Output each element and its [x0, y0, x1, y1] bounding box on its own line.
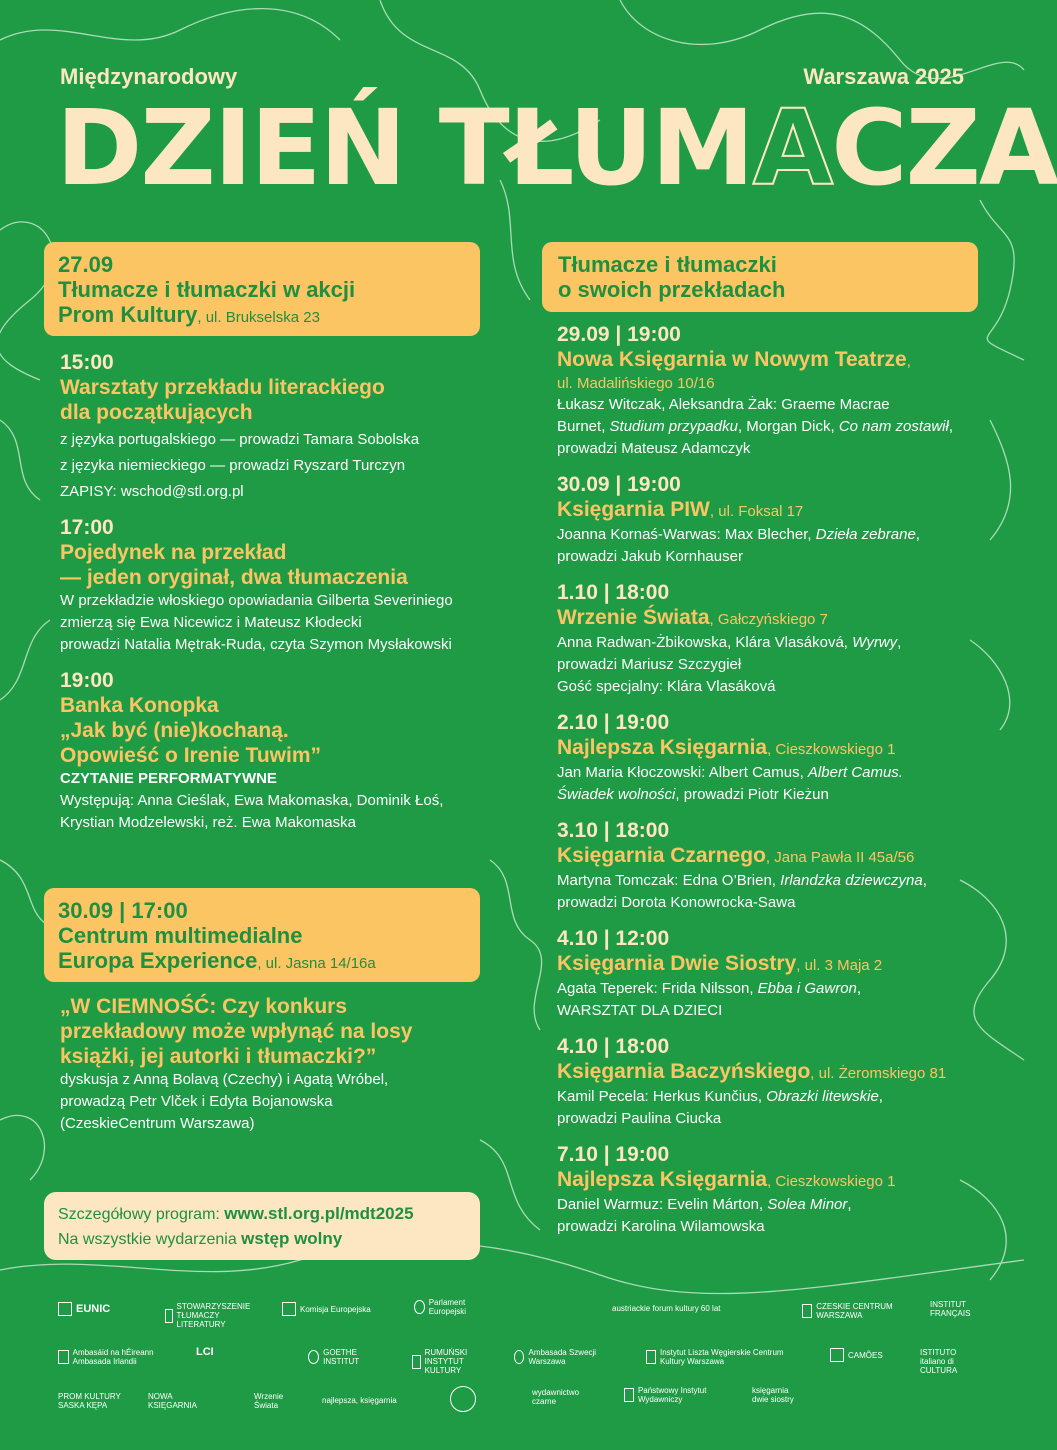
main-title [56, 87, 1057, 209]
event-text: Występują: Anna Cieślak, Ewa Makomaska, Dominik Łoś, [60, 792, 444, 809]
event-item [60, 515, 480, 656]
event-venue: Księgarnia Baczyńskiego [557, 1060, 811, 1083]
event-bold: CZYTANIE PERFORMATYWNE [60, 770, 277, 787]
right-box-header [542, 242, 978, 312]
event-venue: Najlepsza Księgarnia [557, 1168, 768, 1191]
event-address: , Gałczyńskiego 7 [709, 611, 828, 628]
title-part-2: A [752, 87, 832, 209]
logo-goethe: GOETHE INSTITUT [308, 1348, 378, 1366]
box-address: , ul. Jasna 14/16a [257, 955, 376, 972]
event-address: , ul. Żeromskiego 81 [810, 1065, 947, 1082]
box-address: , ul. Brukselska 23 [197, 309, 320, 326]
event-address: ul. Madalińskiego 10/16 [557, 375, 715, 392]
event-time: 4.10 | 18:00 [557, 1035, 670, 1058]
logo-komisja: Komisja Europejska [282, 1302, 371, 1316]
event-time: 7.10 | 19:00 [557, 1143, 670, 1166]
logo-najlepsza: najlepsza, księgarnia [322, 1396, 397, 1405]
event-text: Jan Maria Kłoczowski: Albert Camus, Albert Camus. [557, 764, 903, 781]
header-top-right: Warszawa 2025 [803, 64, 964, 89]
event-title: książki, jej autorki i tłumaczki?” [60, 1045, 377, 1068]
event-time: 15:00 [60, 351, 114, 374]
logo-lci: LCI [196, 1346, 214, 1358]
logo-piw: Państwowy Instytut Wydawniczy [624, 1386, 714, 1404]
event-text: Joanna Kornaś-Warwas: Max Blecher, Dzieła zebrane, [557, 526, 920, 543]
info-box [44, 1192, 480, 1260]
event-time: 1.10 | 18:00 [557, 581, 670, 604]
logo-dwie-siostry: księgarnia dwie siostry [752, 1386, 794, 1404]
left-box-europa-experience [44, 888, 480, 982]
logo-irlandia: Ambasáid na hÉireann Ambasada Irlandii [58, 1348, 178, 1366]
event-text: z języka portugalskiego — prowadzi Tamara Sobolska [60, 431, 420, 448]
event-item [60, 668, 480, 834]
info-free-entry: wstęp wolny [241, 1229, 343, 1248]
box-line1: Centrum multimedialne [58, 923, 303, 948]
box-line2: o swoich przekładach [558, 277, 786, 302]
logo-szwecja: Ambasada Szwecji Warszawa [514, 1348, 604, 1366]
event-text: prowadzi Jakub Kornhauser [557, 548, 743, 565]
event-title: „W CIEMNOŚĆ: Czy konkurs [60, 995, 348, 1018]
event-text: Martyna Tomczak: Edna O’Brien, Irlandzka dziewczyna, [557, 872, 927, 889]
event-address: , ul. 3 Maja 2 [796, 957, 883, 974]
logo-liszt: Instytut Liszta Węgierskie Centrum Kultury Warszawa [646, 1348, 786, 1366]
event-address: , Jana Pawła II 45a/56 [765, 849, 915, 866]
event-item [557, 710, 987, 806]
logo-prom: PROM KULTURY SASKA KĘPA [58, 1392, 121, 1410]
info-program-link[interactable]: www.stl.org.pl/mdt2025 [224, 1204, 414, 1223]
event-text: zmierzą się Ewa Nicewicz i Mateusz Kłodecki [60, 614, 362, 631]
event-text: prowadzą Petr Vlček i Edyta Bojanowska [60, 1093, 333, 1110]
logo-parlament: Parlament Europejski [414, 1298, 484, 1316]
logo-nowa-ksiegarnia: NOWA KSIĘGARNIA [148, 1392, 197, 1410]
event-text: Kamil Pecela: Herkus Kunčius, Obrazki litewskie, [557, 1088, 883, 1105]
header-top-left: Międzynarodowy [60, 64, 238, 89]
event-title: Warsztaty przekładu literackiego [60, 376, 385, 399]
event-text: Agata Teperek: Frida Nilsson, Ebba i Gawron, [557, 980, 862, 997]
title-part-3: CZA [831, 87, 1057, 209]
event-text: prowadzi Natalia Mętrak-Ruda, czyta Szymon Mysłakowski [60, 636, 452, 653]
event-item [557, 818, 987, 914]
info-program-label: Szczegółowy program: [58, 1206, 225, 1223]
logo-czeskie: CZESKIE CENTRUM WARSZAWA [802, 1302, 902, 1320]
logo-eunic: EUNIC [58, 1302, 110, 1316]
event-venue: Najlepsza Księgarnia [557, 736, 768, 759]
event-text: (CzeskieCentrum Warszawa) [60, 1115, 255, 1132]
event-text: Krystian Modzelewski, reż. Ewa Makomaska [60, 814, 356, 831]
event-text: Gość specjalny: Klára Vlasáková [557, 678, 776, 695]
event-text: prowadzi Mateusz Adamczyk [557, 440, 751, 457]
logo-stl: STOWARZYSZENIE TŁUMACZY LITERATURY [165, 1302, 255, 1329]
event-item [557, 1142, 987, 1238]
event-address: , [906, 353, 911, 370]
event-title: przekładowy może wpłynąć na losy [60, 1020, 413, 1043]
event-address: , Cieszkowskiego 1 [767, 1173, 896, 1190]
box-line1: Tłumacze i tłumaczki w akcji [58, 277, 356, 302]
event-text: prowadzi Dorota Konowrocka-Sawa [557, 894, 796, 911]
title-part-1: DZIEŃ TŁUM [56, 87, 753, 209]
event-title: Banka Konopka [60, 694, 219, 717]
event-address: , ul. Foksal 17 [709, 503, 804, 520]
left-events [60, 350, 480, 846]
logo-acf: austriackie forum kultury 60 lat [612, 1304, 721, 1313]
event-time: 3.10 | 18:00 [557, 819, 670, 842]
event-item [557, 472, 987, 568]
event-time: 29.09 | 19:00 [557, 323, 681, 346]
event-item [557, 926, 987, 1022]
logo-wrzenie: Wrzenie Świata [254, 1392, 284, 1410]
event-time: 17:00 [60, 516, 114, 539]
event-item [60, 350, 480, 503]
event-text: Świadek wolności, prowadzi Piotr Kieżun [557, 786, 829, 803]
right-events [557, 322, 987, 1250]
event-time: 30.09 | 19:00 [557, 473, 681, 496]
event-text: z języka niemieckiego — prowadzi Ryszard Turczyn [60, 457, 406, 474]
left-box-prom-kultury [44, 242, 480, 336]
event-text: Anna Radwan-Żbikowska, Klára Vlasáková, Wyrwy, [557, 634, 902, 651]
event-time: 2.10 | 19:00 [557, 711, 670, 734]
event-title: Pojedynek na przekład [60, 541, 287, 564]
event-title: „Jak być (nie)kochaną. [60, 719, 289, 742]
box-line2: Europa Experience [58, 948, 258, 973]
face-icon [450, 1386, 476, 1412]
event-venue: Księgarnia PIW [557, 498, 710, 521]
event-text: W przekładzie włoskiego opowiadania Gilberta Severiniego [60, 592, 453, 609]
event-text: WARSZTAT DLA DZIECI [557, 1002, 723, 1019]
logo-camoes: CAMÕES [830, 1348, 883, 1362]
event-time: 4.10 | 12:00 [557, 927, 670, 950]
event-text: Łukasz Witczak, Aleksandra Żak: Graeme Macrae [557, 396, 890, 413]
event-text: dyskusja z Anną Bolavą (Czechy) i Agatą Wróbel, [60, 1071, 389, 1088]
event-title: — jeden oryginał, dwa tłumaczenia [60, 566, 408, 589]
event-venue: Księgarnia Czarnego [557, 844, 766, 867]
event-text: ZAPISY: wschod@stl.org.pl [60, 483, 244, 500]
event-text: prowadzi Mariusz Szczygieł [557, 656, 742, 673]
box-line1: Tłumacze i tłumaczki [558, 252, 777, 277]
event-item [557, 1034, 987, 1130]
event-item [557, 580, 987, 698]
event-text: prowadzi Paulina Ciucka [557, 1110, 722, 1127]
left-event-4 [60, 994, 480, 1135]
info-free-label: Na wszystkie wydarzenia [58, 1231, 242, 1248]
event-venue: Nowa Księgarnia w Nowym Teatrze [557, 348, 907, 371]
event-venue: Księgarnia Dwie Siostry [557, 952, 797, 975]
logo-if: INSTITUT FRANÇAIS [930, 1300, 971, 1318]
event-time: 19:00 [60, 669, 114, 692]
event-address: , Cieszkowskiego 1 [767, 741, 896, 758]
event-venue: Wrzenie Świata [557, 606, 710, 629]
event-text: prowadzi Karolina Wilamowska [557, 1218, 765, 1235]
logo-czarne: wydawnictwo czarne [532, 1388, 580, 1406]
event-text: Daniel Warmuz: Evelin Márton, Solea Minor, [557, 1196, 852, 1213]
box-date: 27.09 [58, 252, 114, 277]
logo-rumunski: RUMUŃSKI INSTYTUT KULTURY [412, 1348, 492, 1375]
event-item [557, 322, 987, 460]
event-title: Opowieść o Irenie Tuwim” [60, 744, 321, 767]
event-title: dla początkujących [60, 401, 253, 424]
event-text: Burnet, Studium przypadku, Morgan Dick, Co nam zostawił, [557, 418, 954, 435]
box-date: 30.09 | 17:00 [58, 898, 188, 923]
logo-iic: ISTITUTO italiano di CULTURA [920, 1348, 958, 1375]
box-line2: Prom Kultury [58, 302, 198, 327]
